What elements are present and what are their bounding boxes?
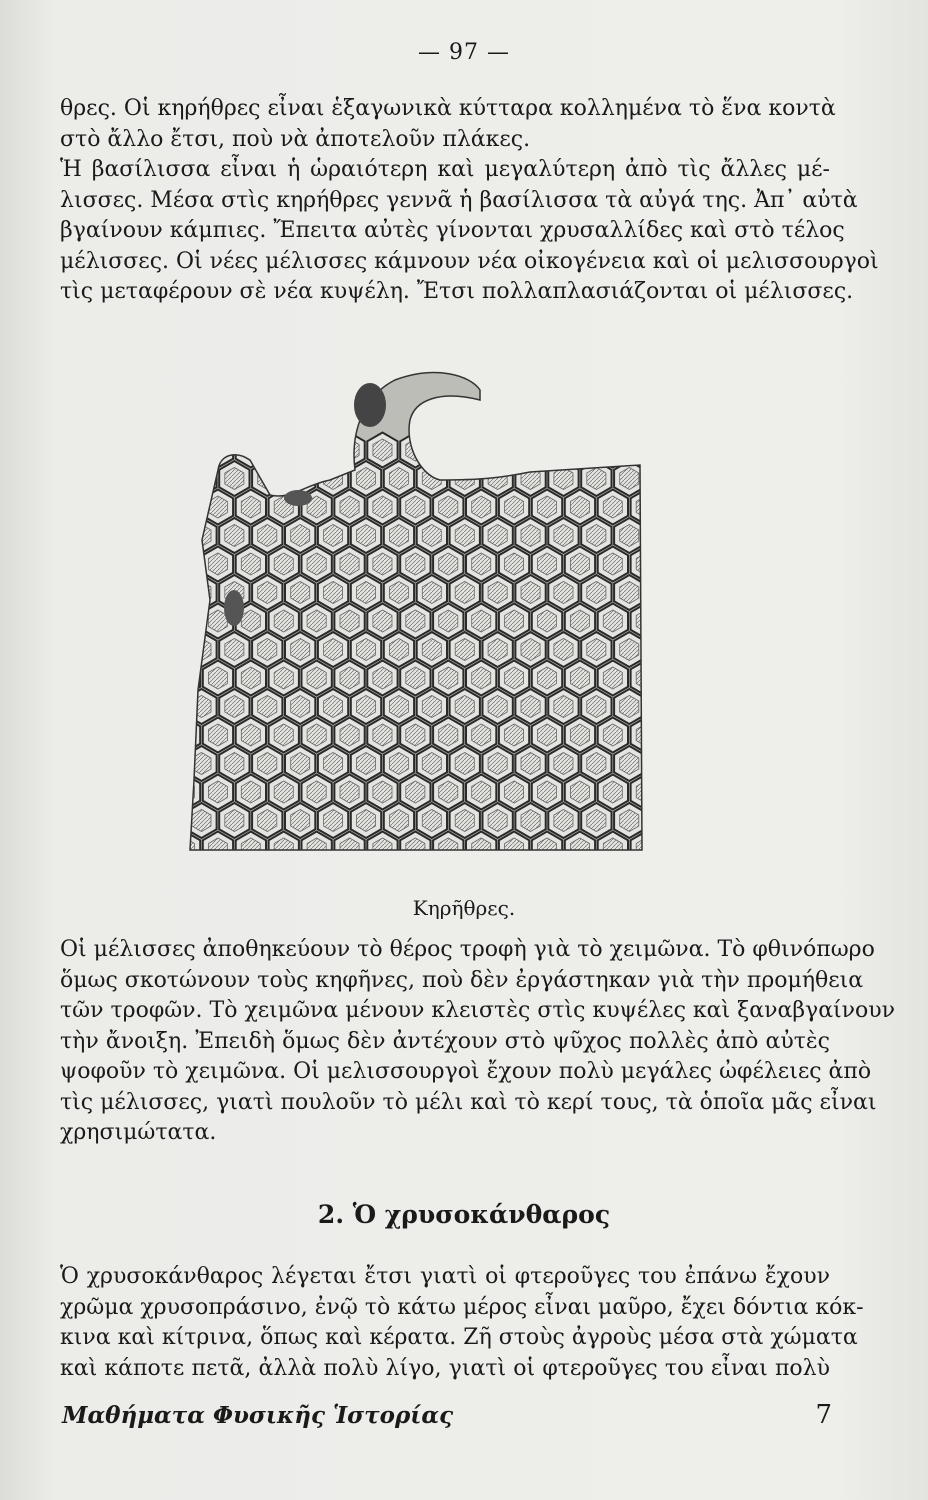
honeycomb-cell — [598, 433, 628, 468]
honeycomb-cell — [647, 689, 650, 724]
honeycomb-cell — [647, 803, 650, 838]
honeycomb-cell — [302, 433, 332, 468]
text-line: τὶς μέλισσες, γιατὶ πουλοῦν τὸ μέλι καὶ τὸ κερί τους, τὰ ὁποῖα μᾶς εἶναι — [60, 1089, 877, 1115]
honeycomb-cell — [433, 433, 463, 468]
honeycomb-cell — [203, 433, 233, 468]
honeycomb-cell — [186, 575, 216, 610]
honeycomb-cell-shading — [472, 439, 491, 461]
text-line: τὴν ἄνοιξη. Ἐπειδὴ ὅμως δὲν ἀντέχουν στὸ ψῦχος πολλὲς ἀπὸ αὐτὲς — [60, 1028, 830, 1054]
honeycomb-cell-shading — [180, 667, 195, 689]
honeycomb-cell-shading — [307, 439, 326, 461]
footer-book-title: Μαθήματα Φυσικῆς Ἱστορίας — [62, 1402, 454, 1429]
honeycomb-cell-shading — [274, 439, 293, 461]
honeycomb-cell-shading — [570, 439, 589, 461]
honeycomb-cell — [400, 433, 430, 468]
honeycomb-cell-shading — [291, 468, 310, 490]
honeycomb-cell — [631, 433, 650, 468]
text-line: λισσες. Μέσα στὶς κηρήθρες γεννᾶ ἡ βασίλισσα τὰ αὐγά της. Ἀπ᾽ αὐτὰ — [60, 187, 858, 213]
honeycomb-cell-shading — [538, 439, 557, 461]
honeycomb-cell — [186, 461, 216, 496]
paragraph-honeycomb-intro — [60, 94, 879, 308]
honeycomb-cell-shading — [180, 724, 195, 746]
queen-cell-opening — [354, 383, 386, 427]
honeycomb-cell-shading — [180, 496, 195, 518]
honeycomb-cell — [647, 632, 650, 667]
honeycomb-cell — [180, 547, 200, 582]
text-line: στὸ ἄλλο ἔτσι, ποὺ νὰ ἀποτελοῦν πλάκες. — [60, 126, 531, 152]
text-line: τῶν τροφῶν. Τὸ χειμῶνα μένουν κλειστὲς στὶς κυψέλες καὶ ξαναβγαίνουν — [60, 998, 896, 1023]
text-line: Οἱ μέλισσες ἀποθηκεύουν τὸ θέρος τροφὴ γιὰ τὸ χειμῶνα. Τὸ φθινόπωρο — [60, 937, 875, 962]
honeycomb-cell — [532, 433, 562, 468]
honeycomb-cell-shading — [180, 553, 195, 575]
honeycomb-cell — [180, 433, 200, 468]
honeycomb-cell — [334, 433, 364, 468]
honeycomb-cell-shading — [636, 439, 650, 461]
honeycomb-cell — [647, 518, 650, 553]
honeycomb-cell-shading — [505, 439, 524, 461]
text-line: χρησιμώτατα. — [60, 1120, 217, 1145]
footer-signature-number: 7 — [815, 1400, 832, 1430]
cell-opening — [284, 490, 312, 506]
text-line: Ὁ χρυσοκάνθαρος λέγεται ἔτσι γιατὶ οἱ φτεροῦγες του ἐπάνω ἔχουν — [60, 1264, 830, 1289]
paragraph-gold-beetle — [60, 1262, 864, 1384]
honeycomb-cell — [269, 433, 299, 468]
text-line: μέλισσες. Οἱ νέες μέλισσες κάμνουν νέα οἰκογένεια καὶ οἱ μελισσουργοὶ — [60, 248, 879, 274]
honeycomb-cell-shading — [180, 439, 195, 461]
honeycomb-cell — [647, 461, 650, 496]
figure-caption: Κηρῆθρες. — [412, 896, 516, 920]
cell-opening — [224, 590, 244, 626]
honeycomb-cell-shading — [180, 610, 195, 632]
honeycomb-cell-shading — [439, 439, 458, 461]
text-line: ψοφοῦν τὸ χειμῶνα. Οἱ μελισσουργοὶ ἔχουν πολὺ μεγάλες ὠφέλειες ἀπὸ — [60, 1059, 872, 1084]
honeycomb-cell — [180, 661, 200, 696]
text-line: ὅμως σκοτώνουν τοὺς κηφῆνες, ποὺ δὲν ἐργάστηκαν γιὰ τὴν προμήθεια — [60, 967, 864, 993]
section-heading: 2. Ὁ χρυσοκάνθαρος — [317, 1200, 611, 1229]
honeycomb-cell — [565, 433, 595, 468]
honeycomb-cell — [647, 746, 650, 781]
honeycomb-cell — [466, 433, 496, 468]
honeycomb-drawing — [180, 360, 650, 860]
honeycomb-illustration — [180, 360, 650, 860]
honeycomb-cell — [186, 518, 216, 553]
text-line: Ἡ βασίλισσα εἶναι ἡ ὡραιότερη καὶ μεγαλύτερη ἀπὸ τὶς ἄλλες μέ- — [60, 157, 830, 182]
honeycomb-cell-shading — [603, 439, 622, 461]
text-line: τὶς μεταφέρουν σὲ νέα κυψέλη. Ἔτσι πολλαπλασιάζονται οἱ μέλισσες. — [60, 279, 854, 304]
page-number: — 97 — — [418, 40, 510, 65]
honeycomb-cell — [647, 575, 650, 610]
paragraph-winter-storage — [60, 935, 896, 1149]
text-line: κινα καὶ κίτρινα, ὅπως καὶ κέρατα. Ζῆ στοὺς ἀγροὺς μέσα στὰ χώματα — [60, 1325, 858, 1350]
honeycomb-cell — [180, 490, 200, 525]
text-line: βγαίνουν κάμπιες. Ἔπειτα αὐτὲς γίνονται χρυσαλλίδες καὶ στὸ τέλος — [60, 218, 845, 243]
honeycomb-cell — [180, 604, 200, 639]
honeycomb-cell-shading — [192, 468, 211, 490]
honeycomb-cell — [499, 433, 529, 468]
text-line: χρῶμα χρυσοπράσινο, ἐνῷ τὸ κάτω μέρος εἶναι μαῦρο, ἔχει δόντια κόκ- — [60, 1294, 864, 1320]
text-line: καὶ κάποτε πετᾶ, ἀλλὰ πολὺ λίγο, γιατὶ οἱ φτεροῦγες του εἶναι πολὺ — [60, 1355, 830, 1381]
text-line: θρες. Οἱ κηρήθρες εἶναι ἑξαγωνικὰ κύτταρα κολλημένα τὸ ἕνα κοντὰ — [60, 96, 836, 121]
